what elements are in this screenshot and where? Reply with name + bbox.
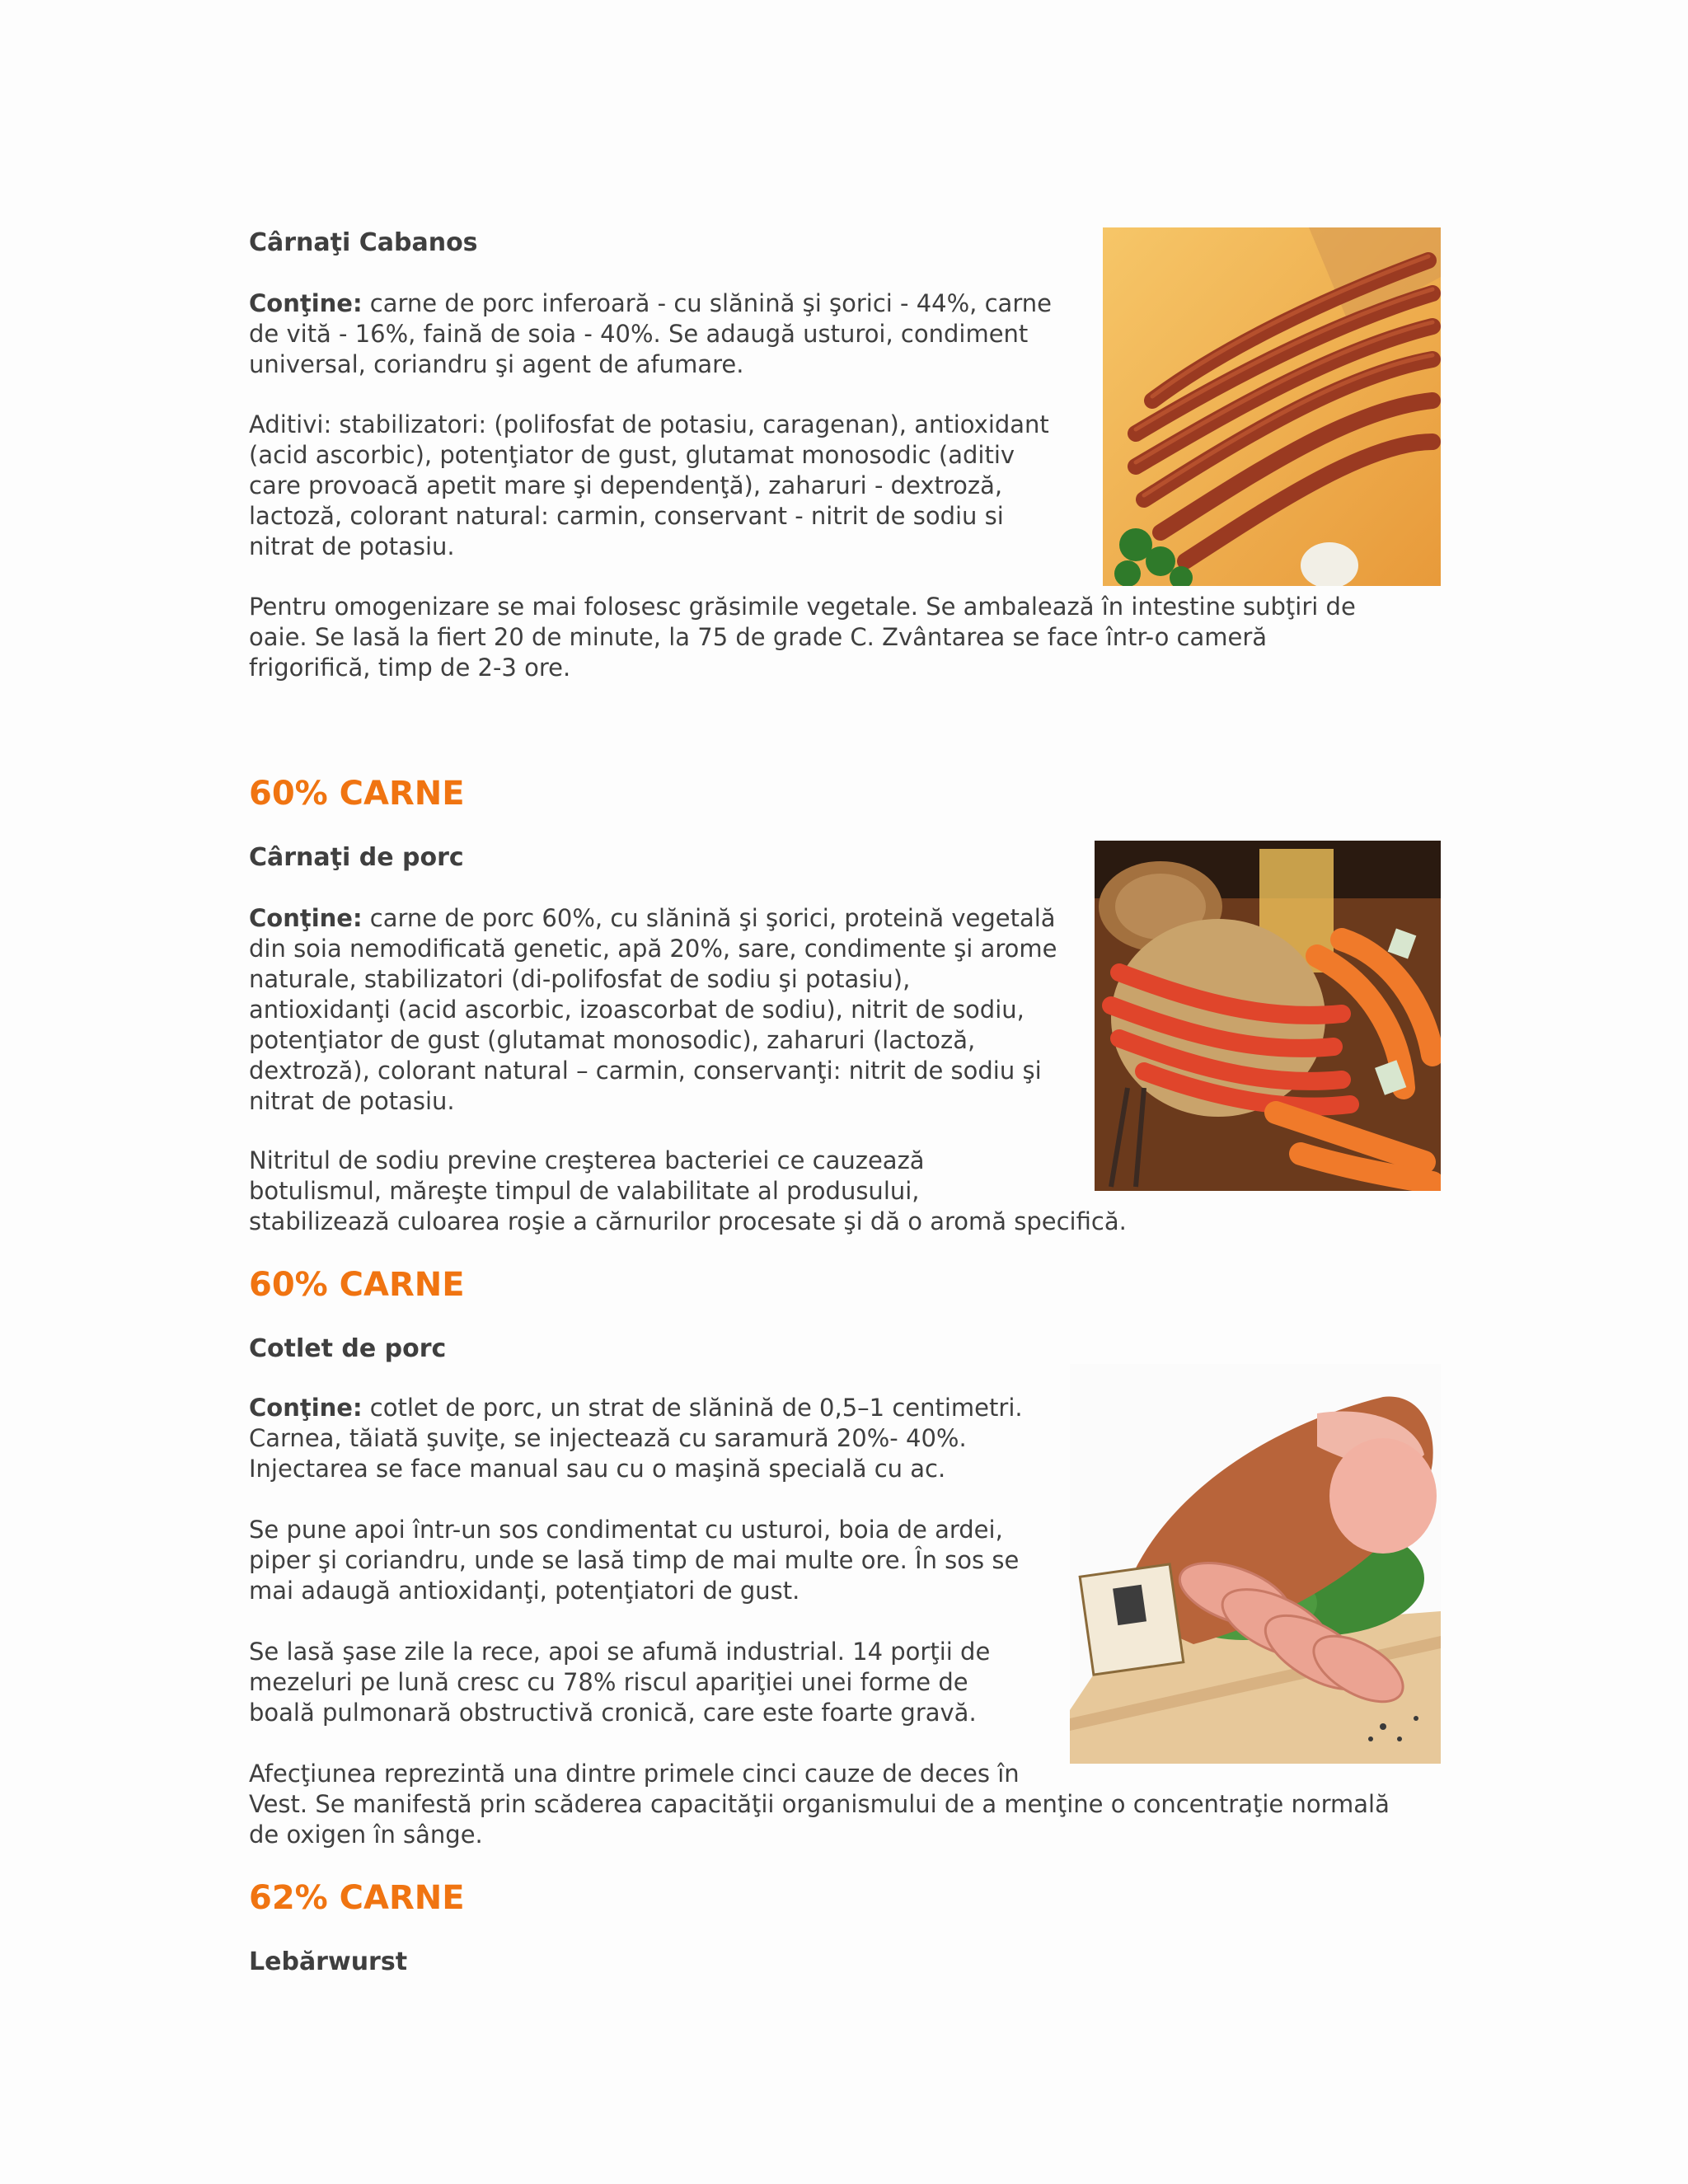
text-line: piper şi coriandru, unde se lasă timp de mai multe ore. În sos se xyxy=(249,1546,1020,1574)
text-line: cotlet de porc, un strat de slănină de 0,5–1 centimetri. xyxy=(362,1394,1023,1422)
text-line: mai adaugă antioxidanţi, potenţiatori de gust. xyxy=(249,1577,800,1605)
text-line: boală pulmonară obstructivă cronică, care este foarte gravă. xyxy=(249,1699,977,1727)
text-line: potenţiator de gust (glutamat monosodic), zaharuri (lactoză, xyxy=(249,1026,976,1054)
text-line: carne de porc 60%, cu slănină şi şorici, proteină vegetală xyxy=(362,904,1056,932)
section-heading: 62% CARNE xyxy=(249,1879,465,1917)
text-line: Aditivi: stabilizatori: (polifosfat de potasiu, caragenan), antioxidant xyxy=(249,410,1049,438)
text-line: nitrat de potasiu. xyxy=(249,1087,455,1115)
cabanos-sausages-photo xyxy=(1103,227,1441,586)
section-title-carnati-porc: Cârnaţi de porc xyxy=(249,843,464,872)
text-line: Carnea, tăiată şuviţe, se injectează cu saramură 20%- 40%. xyxy=(249,1424,967,1452)
section-title-lebarwurst: Lebărwurst xyxy=(249,1947,408,1976)
text-line: botulismul, măreşte timpul de valabilitate al produsului, xyxy=(249,1177,920,1205)
text-line: universal, coriandru şi agent de afumare. xyxy=(249,350,744,378)
pork-sausages-photo xyxy=(1095,841,1441,1191)
text-line: de oxigen în sânge. xyxy=(249,1821,483,1849)
text-line: (acid ascorbic), potenţiator de gust, glutamat monosodic (aditiv xyxy=(249,441,1015,469)
pork-cutlet-photo xyxy=(1070,1364,1441,1764)
contains-label: Conţine: xyxy=(249,289,363,317)
text-line: mezeluri pe lună cresc cu 78% riscul apariţiei unei forme de xyxy=(249,1668,968,1696)
text-line: de vită - 16%, faină de soia - 40%. Se adaugă usturoi, condiment xyxy=(249,320,1029,348)
contains-label: Conţine: xyxy=(249,904,363,932)
section-heading: 60% CARNE xyxy=(249,775,465,813)
cotlet-contains xyxy=(249,1393,1023,1423)
text-line: Afecţiunea reprezintă una dintre primele cinci cauze de deces în xyxy=(249,1760,1020,1788)
section-heading: 60% CARNE xyxy=(249,1266,465,1304)
text-line: Se pune apoi într-un sos condimentat cu usturoi, boia de ardei, xyxy=(249,1516,1003,1544)
text-line: antioxidanţi (acid ascorbic, izoascorbat de sodiu), nitrit de sodiu, xyxy=(249,996,1025,1024)
text-line: dextroză), colorant natural – carmin, conservanţi: nitrit de sodiu şi xyxy=(249,1057,1042,1085)
text-line: Se lasă şase zile la rece, apoi se afumă industrial. 14 porţii de xyxy=(249,1638,991,1666)
text-line: stabilizează culoarea roşie a cărnurilor procesate şi dă o aromă specifică. xyxy=(249,1207,1127,1235)
text-line: Pentru omogenizare se mai folosesc grăsimile vegetale. Se ambalează în intestine subţiri de xyxy=(249,593,1356,621)
text-line: nitrat de potasiu. xyxy=(249,532,455,560)
contains-label: Conţine: xyxy=(249,1394,363,1422)
text-line: Vest. Se manifestă prin scăderea capacităţii organismului de a menţine o concentraţie normală xyxy=(249,1790,1390,1818)
text-line: carne de porc inferoară - cu slănină şi şorici - 44%, carne xyxy=(362,289,1052,317)
text-line: Nitritul de sodiu previne creşterea bacteriei ce cauzează xyxy=(249,1146,925,1174)
text-line: lactoză, colorant natural: carmin, conservant - nitrit de sodiu si xyxy=(249,502,1004,530)
section-title-cabanos: Cârnaţi Cabanos xyxy=(249,228,478,257)
text-line: Injectarea se face manual sau cu o maşină specială cu ac. xyxy=(249,1455,946,1483)
text-line: frigorifică, timp de 2-3 ore. xyxy=(249,654,571,682)
section-title-cotlet-porc: Cotlet de porc xyxy=(249,1334,447,1363)
cabanos-contains xyxy=(249,288,1052,319)
text-line: care provoacă apetit mare şi dependenţă), zaharuri - dextroză, xyxy=(249,471,1003,499)
carnati-contains xyxy=(249,903,1056,934)
text-line: oaie. Se lasă la fiert 20 de minute, la 75 de grade C. Zvântarea se face într-o cameră xyxy=(249,623,1268,651)
text-line: din soia nemodificată genetic, apă 20%, sare, condimente şi arome xyxy=(249,935,1057,963)
text-line: naturale, stabilizatori (di-polifosfat de sodiu şi potasiu), xyxy=(249,965,911,993)
